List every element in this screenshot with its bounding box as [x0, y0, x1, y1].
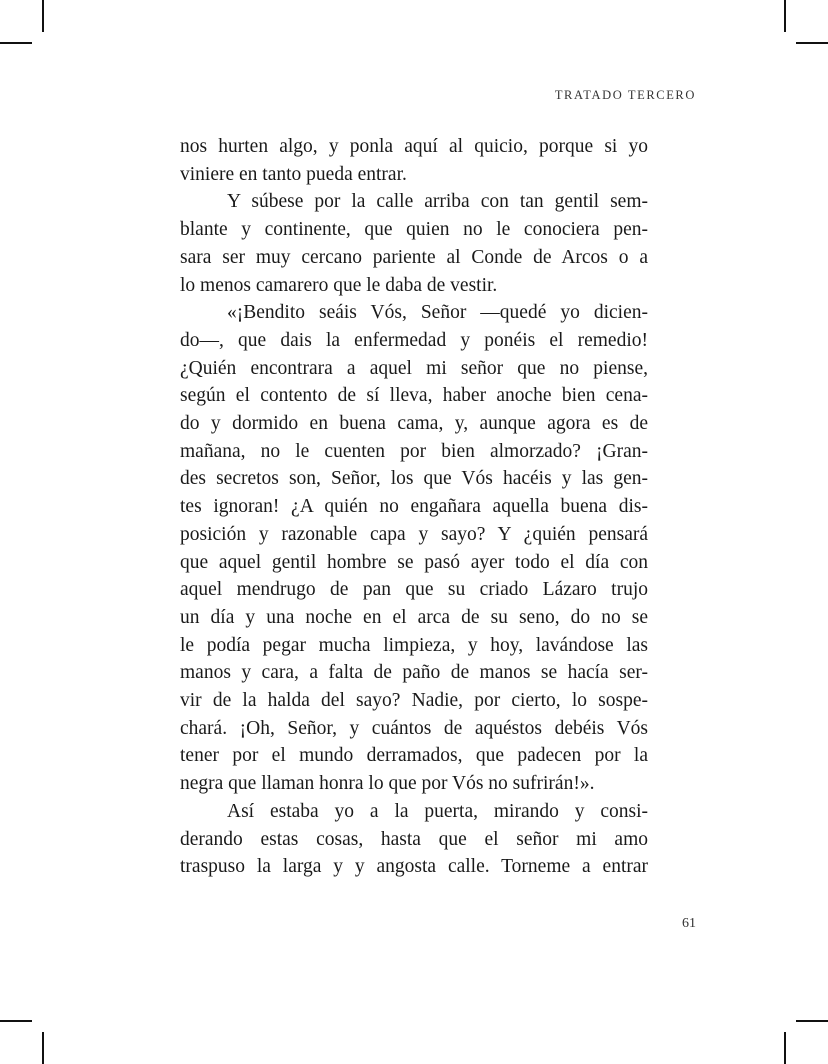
body-text: [180, 133, 648, 881]
crop-mark-top-right-vertical: [784, 0, 786, 32]
text-line: tener por el mundo derramados, que padecen por la: [180, 745, 648, 767]
text-line: «¡Bendito seáis Vós, Señor —quedé yo dicien-: [227, 302, 648, 324]
text-line: lo menos camarero que le daba de vestir.: [180, 274, 498, 296]
paragraph: [180, 188, 648, 299]
text-line: Y súbese por la calle arriba con tan gentil sem-: [227, 191, 648, 213]
text-line: le podía pegar mucha limpieza, y hoy, lavándose las: [180, 634, 648, 656]
text-line: des secretos son, Señor, los que Vós hacéis y las gen-: [180, 468, 648, 490]
text-line: traspuso la larga y y angosta calle. Torneme a entrar: [180, 856, 648, 878]
crop-mark-bottom-right-vertical: [784, 1032, 786, 1064]
text-line: vir de la halda del sayo? Nadie, por cierto, lo sospe-: [180, 690, 648, 712]
text-line: do y dormido en buena cama, y, aunque agora es de: [180, 413, 648, 435]
text-line: aquel mendrugo de pan que su criado Lázaro trujo: [180, 579, 648, 601]
text-line: mañana, no le cuenten por bien almorzado? ¡Gran-: [180, 440, 648, 462]
text-line: chará. ¡Oh, Señor, y cuántos de aquéstos debéis Vós: [180, 717, 648, 739]
text-line: tes ignoran! ¿A quién no engañara aquella buena dis-: [180, 496, 648, 518]
text-line: Así estaba yo a la puerta, mirando y consi-: [227, 800, 648, 822]
page-number: 61: [682, 916, 696, 931]
crop-mark-bottom-left-vertical: [42, 1032, 44, 1064]
crop-mark-bottom-right-horizontal: [796, 1020, 828, 1022]
crop-mark-bottom-left-horizontal: [0, 1020, 32, 1022]
paragraph: [180, 798, 648, 881]
text-line: ¿Quién encontrara a aquel mi señor que no piense,: [180, 357, 648, 379]
text-line: viniere en tanto pueda entrar.: [180, 163, 407, 185]
crop-mark-top-left-vertical: [42, 0, 44, 32]
text-line: sara ser muy cercano pariente al Conde de Arcos o a: [180, 246, 648, 268]
paragraph: [180, 133, 648, 188]
text-line: derando estas cosas, hasta que el señor mi amo: [180, 828, 648, 850]
text-line: posición y razonable capa y sayo? Y ¿quién pensará: [180, 523, 648, 545]
text-line: según el contento de sí lleva, haber anoche bien cena-: [180, 385, 648, 407]
text-line: manos y cara, a falta de paño de manos se hacía ser-: [180, 662, 648, 684]
text-line: negra que llaman honra lo que por Vós no sufrirán!».: [180, 773, 595, 795]
crop-mark-top-left-horizontal: [0, 42, 32, 44]
text-line: blante y continente, que quien no le conociera pen-: [180, 219, 648, 241]
running-head: TRATADO TERCERO: [554, 88, 696, 102]
paragraph: [180, 299, 648, 798]
text-line: que aquel gentil hombre se pasó ayer todo el día con: [180, 551, 648, 573]
text-line: un día y una noche en el arca de su seno, do no se: [180, 606, 648, 628]
crop-mark-top-right-horizontal: [796, 42, 828, 44]
text-line: do—, que dais la enfermedad y ponéis el remedio!: [180, 329, 648, 351]
text-line: nos hurten algo, y ponla aquí al quicio, porque si yo: [180, 136, 648, 157]
